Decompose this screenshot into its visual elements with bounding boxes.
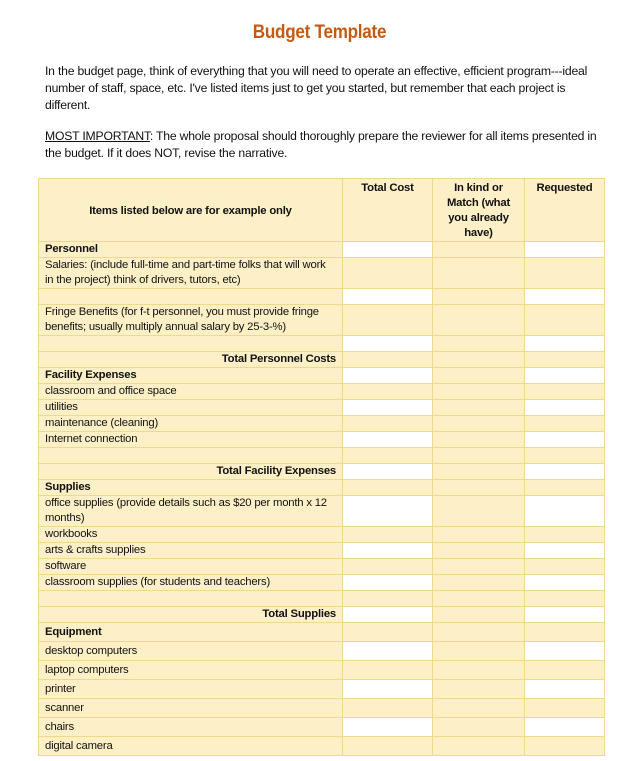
table-row	[39, 607, 605, 623]
requested-cell[interactable]	[525, 661, 605, 680]
table-row	[39, 718, 605, 737]
requested-cell[interactable]	[525, 527, 605, 543]
total-cost-cell[interactable]	[343, 480, 433, 496]
total-cost-cell[interactable]	[343, 699, 433, 718]
item-label: office supplies (provide details such as $20 per month x 12 months)	[39, 496, 343, 527]
in-kind-cell[interactable]	[433, 642, 525, 661]
total-label: Total Personnel Costs	[39, 352, 343, 368]
total-cost-cell[interactable]	[343, 464, 433, 480]
in-kind-cell[interactable]	[433, 480, 525, 496]
item-label: scanner	[39, 699, 343, 718]
requested-cell[interactable]	[525, 543, 605, 559]
section-label: Facility Expenses	[39, 368, 343, 384]
page-title: Budget Template	[252, 22, 387, 43]
in-kind-cell[interactable]	[433, 400, 525, 416]
item-label	[39, 448, 343, 464]
total-cost-cell[interactable]	[343, 496, 433, 527]
table-row	[39, 448, 605, 464]
item-label: Salaries: (include full-time and part-time folks that will work in the project) think of drivers, tutors, etc)	[39, 258, 343, 289]
item-label: desktop computers	[39, 642, 343, 661]
requested-cell[interactable]	[525, 464, 605, 480]
in-kind-cell[interactable]	[433, 416, 525, 432]
table-row	[39, 496, 605, 527]
item-label: utilities	[39, 400, 343, 416]
total-label: Total Supplies	[39, 607, 343, 623]
intro-paragraph: In the budget page, think of everything that you will need to operate an effective, efficient program---ideal number of staff, space, etc. I've listed items just to get you started, but remember that each project is different.	[45, 64, 588, 112]
requested-cell[interactable]	[525, 591, 605, 607]
header-items: Items listed below are for example only	[39, 179, 343, 242]
total-cost-cell[interactable]	[343, 591, 433, 607]
in-kind-cell[interactable]	[433, 368, 525, 384]
in-kind-cell[interactable]	[433, 591, 525, 607]
total-cost-cell[interactable]	[343, 661, 433, 680]
total-cost-cell[interactable]	[343, 384, 433, 400]
item-label: Internet connection	[39, 432, 343, 448]
table-row	[39, 242, 605, 258]
table-row	[39, 699, 605, 718]
header-requested: Requested	[525, 179, 605, 242]
item-label: printer	[39, 680, 343, 699]
table-row	[39, 661, 605, 680]
requested-cell[interactable]	[525, 607, 605, 623]
total-cost-cell[interactable]	[343, 718, 433, 737]
section-label: Personnel	[39, 242, 343, 258]
in-kind-cell[interactable]	[433, 575, 525, 591]
item-label: arts & crafts supplies	[39, 543, 343, 559]
in-kind-cell[interactable]	[433, 496, 525, 527]
in-kind-cell[interactable]	[433, 352, 525, 368]
item-label: workbooks	[39, 527, 343, 543]
table-row	[39, 559, 605, 575]
section-label: Equipment	[39, 623, 343, 642]
total-cost-cell[interactable]	[343, 289, 433, 305]
total-cost-cell[interactable]	[343, 527, 433, 543]
table-row	[39, 480, 605, 496]
requested-cell[interactable]	[525, 384, 605, 400]
in-kind-cell[interactable]	[433, 432, 525, 448]
item-label: classroom and office space	[39, 384, 343, 400]
total-cost-cell[interactable]	[343, 543, 433, 559]
table-row	[39, 368, 605, 384]
table-row	[39, 527, 605, 543]
item-label: digital camera	[39, 737, 343, 756]
in-kind-cell[interactable]	[433, 336, 525, 352]
in-kind-cell[interactable]	[433, 242, 525, 258]
requested-cell[interactable]	[525, 352, 605, 368]
in-kind-cell[interactable]	[433, 527, 525, 543]
requested-cell[interactable]	[525, 258, 605, 289]
item-label	[39, 289, 343, 305]
requested-cell[interactable]	[525, 400, 605, 416]
total-cost-cell[interactable]	[343, 623, 433, 642]
requested-cell[interactable]	[525, 575, 605, 591]
requested-cell[interactable]	[525, 480, 605, 496]
table-row	[39, 384, 605, 400]
total-label: Total Facility Expenses	[39, 464, 343, 480]
requested-cell[interactable]	[525, 416, 605, 432]
requested-cell[interactable]	[525, 737, 605, 756]
table-row	[39, 591, 605, 607]
requested-cell[interactable]	[525, 496, 605, 527]
in-kind-cell[interactable]	[433, 718, 525, 737]
important-paragraph	[45, 128, 605, 162]
table-row	[39, 432, 605, 448]
requested-cell[interactable]	[525, 559, 605, 575]
table-row	[39, 336, 605, 352]
table-row	[39, 623, 605, 642]
in-kind-cell[interactable]	[433, 737, 525, 756]
table-row	[39, 305, 605, 336]
total-cost-cell[interactable]	[343, 416, 433, 432]
total-cost-cell[interactable]	[343, 400, 433, 416]
in-kind-cell[interactable]	[433, 661, 525, 680]
in-kind-cell[interactable]	[433, 289, 525, 305]
total-cost-cell[interactable]	[343, 448, 433, 464]
table-row	[39, 400, 605, 416]
table-row	[39, 416, 605, 432]
requested-cell[interactable]	[525, 432, 605, 448]
table-row	[39, 352, 605, 368]
in-kind-cell[interactable]	[433, 384, 525, 400]
requested-cell[interactable]	[525, 336, 605, 352]
item-label: laptop computers	[39, 661, 343, 680]
section-label: Supplies	[39, 480, 343, 496]
total-cost-cell[interactable]	[343, 368, 433, 384]
in-kind-cell[interactable]	[433, 448, 525, 464]
table-row	[39, 680, 605, 699]
table-row	[39, 642, 605, 661]
table-row	[39, 464, 605, 480]
in-kind-cell[interactable]	[433, 607, 525, 623]
in-kind-cell[interactable]	[433, 699, 525, 718]
budget-table	[38, 178, 605, 756]
header-total-cost: Total Cost	[343, 179, 433, 242]
in-kind-cell[interactable]	[433, 559, 525, 575]
item-label: maintenance (cleaning)	[39, 416, 343, 432]
requested-cell[interactable]	[525, 448, 605, 464]
in-kind-cell[interactable]	[433, 543, 525, 559]
total-cost-cell[interactable]	[343, 642, 433, 661]
total-cost-cell[interactable]	[343, 680, 433, 699]
total-cost-cell[interactable]	[343, 242, 433, 258]
requested-cell[interactable]	[525, 680, 605, 699]
requested-cell[interactable]	[525, 699, 605, 718]
requested-cell[interactable]	[525, 368, 605, 384]
in-kind-cell[interactable]	[433, 680, 525, 699]
in-kind-cell[interactable]	[433, 258, 525, 289]
item-label: chairs	[39, 718, 343, 737]
total-cost-cell[interactable]	[343, 305, 433, 336]
important-label: MOST IMPORTANT	[45, 129, 150, 143]
total-cost-cell[interactable]	[343, 607, 433, 623]
in-kind-cell[interactable]	[433, 623, 525, 642]
table-row	[39, 575, 605, 591]
item-label	[39, 591, 343, 607]
total-cost-cell[interactable]	[343, 432, 433, 448]
total-cost-cell[interactable]	[343, 352, 433, 368]
total-cost-cell[interactable]	[343, 575, 433, 591]
item-label: classroom supplies (for students and teachers)	[39, 575, 343, 591]
requested-cell[interactable]	[525, 623, 605, 642]
total-cost-cell[interactable]	[343, 559, 433, 575]
table-row	[39, 289, 605, 305]
header-in-kind: In kind or Match (what you already have)	[433, 179, 525, 242]
important-text: : The whole proposal should thoroughly prepare the reviewer for all items presented in the budget. If it does NOT, revise the narrative.	[45, 129, 597, 160]
table-row	[39, 258, 605, 289]
in-kind-cell[interactable]	[433, 464, 525, 480]
total-cost-cell[interactable]	[343, 336, 433, 352]
in-kind-cell[interactable]	[433, 305, 525, 336]
total-cost-cell[interactable]	[343, 258, 433, 289]
item-label: Fringe Benefits (for f-t personnel, you must provide fringe benefits; usually multiply annual salary by 25-3-%)	[39, 305, 343, 336]
requested-cell[interactable]	[525, 289, 605, 305]
requested-cell[interactable]	[525, 718, 605, 737]
total-cost-cell[interactable]	[343, 737, 433, 756]
requested-cell[interactable]	[525, 642, 605, 661]
item-label	[39, 336, 343, 352]
table-row	[39, 737, 605, 756]
table-row	[39, 543, 605, 559]
requested-cell[interactable]	[525, 305, 605, 336]
requested-cell[interactable]	[525, 242, 605, 258]
item-label: software	[39, 559, 343, 575]
